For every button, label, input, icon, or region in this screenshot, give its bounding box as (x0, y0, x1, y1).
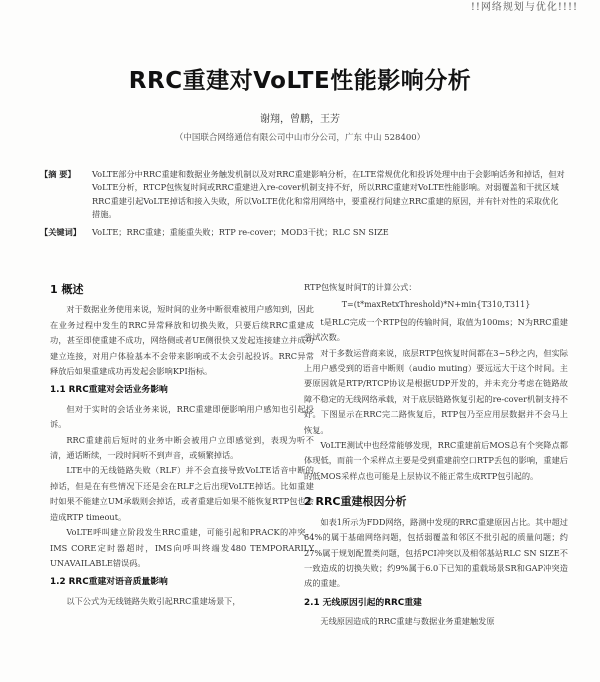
paper-title: RRC重建对VoLTE性能影响分析 (128, 68, 472, 94)
keywords-text: VoLTE；RRC重建；重能重失败；RTP re-cover；MOD3干扰；RLC SN SIZE (92, 226, 389, 237)
paragraph: VoLTE测试中也经常能够发现，RRC重建前后MOS总有个突降点都体现低，而前一个采样点主要是受到重建前空口RTP丢包的影响，重建后的低MOS采样点也可能是上层协议不能正常生成RTP包引起的。 (304, 440, 568, 481)
abstract-text: VoLTE部分中RRC重建和数据业务触发机制以及对RRC重建影响分析，在LTE常规优化和投诉处理中由于会影响话务和掉话，但对VoLTE分析，RTCP包恢复时间或RRC重建进入re-cover机制支持不好，所以RRC重建对VoLTE性能影响。对弱覆盖和干扰区域RRC重建引起VoLTE掉话和接入失败，所以VoLTE优化和常用网络中，要重视行间建立RRC重建的原因，并有针对性的采取优化措施。 (92, 169, 565, 220)
paragraph: VoLTE呼叫建立阶段发生RRC重建，可能引起和PRACK的冲突，IMS CORE定时器超时，IMS向呼叫终端发480 TEMPORARILY UNAVAILABLE错误码。 (50, 527, 314, 568)
paragraph: 以下公式为无线链路失败引起RRC重建场景下， (66, 595, 241, 606)
running-head-text: !!网络规划与优化!!!! (470, 2, 578, 13)
keywords-row (40, 226, 565, 239)
paragraph: RTP包恢复时间T的计算公式： (304, 282, 417, 292)
affiliation: （中国联合网络通信有限公司中山市分公司，广东 中山 528400） (174, 133, 426, 143)
paragraph: t是RLC完成一个RTP包的传输时间，取值为100ms；N为RRC重建尝试次数。 (304, 316, 568, 343)
section-1-heading: 1 概述 (50, 283, 84, 296)
paragraph: RRC重建前后短时的业务中断会被用户立即感觉到，表现为听不清，通话断续，一段时间听不到声音，或频繁掉话。 (50, 434, 314, 461)
paragraph: LTE中的无线链路失败（RLF）并不会直接导致VoLTE话音中断的掉话，但是在有些情况下还是会在RLF之后出现VoLTE掉话。比如重建时如果不能建立UM承载则会掉话，或者重建后如果不能恢复RTP包也会造成RTP timeout。 (50, 465, 314, 522)
abstract-block (40, 168, 565, 239)
abstract-row (40, 168, 565, 222)
section-2-heading: 2 RRC重建根因分析 (304, 495, 407, 509)
keywords-label: 【关键词】 (40, 226, 81, 237)
section-1-2-heading: 1.2 RRC重建对语音质量影响 (50, 577, 168, 588)
paragraph: 无线原因造成的RRC重建与数据业务重建触发原 (320, 616, 495, 627)
paragraph: 如表1所示为FDD网络，路测中发现的RRC重建原因占比。其中超过64%的属于基础网络问题，包括弱覆盖和邻区不批引起的质量问题；约27%属于规划配置类问题，包括PCI冲突以及相邻基站RLC SN SIZE不一致造成的切换失败；约9%属于6.0下已知的重载场景SR和GAP冲突造成的重建。 (304, 516, 568, 589)
abstract-label: 【摘 要】 (40, 169, 76, 179)
formula: T=(t*maxRetxThreshold)*N+min{T310,T311} (341, 300, 531, 310)
right-column (304, 280, 568, 630)
paragraph: 但对于实时的会话业务来说，RRC重建即便影响用户感知也引起投诉。 (50, 403, 314, 430)
author-list: 谢翔，曾鹏，王芳 (260, 114, 340, 125)
section-1-1-heading: 1.1 RRC重建对会话业务影响 (50, 385, 168, 396)
paragraph: 对于数据业务使用来说，短时间的业务中断很难被用户感知到，因此在业务过程中发生的RRC异常释放和切换失败，只要后续RRC重建成功，甚至即使重建不成功，网络侧或者UE侧很快又发起连接建立并成功建立连接，对用户体验基本不会带来影响或不太会引起投诉。RRC异常释放后如果重建成功再发起会影响KPI指标。 (50, 304, 314, 377)
paragraph: 对于多数运营商来说，底层RTP包恢复时间都在3~5秒之内，但实际上用户感受到的语音中断则（audio muting）要远远大于这个时间。主要原因就是RTP/RTCP协议是根据UDP开发的，并未充分考虑在链路故障不稳定的无线网络承载，对于底层链路恢复引起的re-cover机制支持不好。下图显示在RRC完二路恢复后，RTP包乃至应用层数据并不会马上恢复。 (304, 347, 568, 435)
running-header (0, 0, 600, 12)
section-2-1-heading: 2.1 无线原因引起的RRC重建 (304, 597, 422, 608)
left-column (50, 280, 314, 609)
